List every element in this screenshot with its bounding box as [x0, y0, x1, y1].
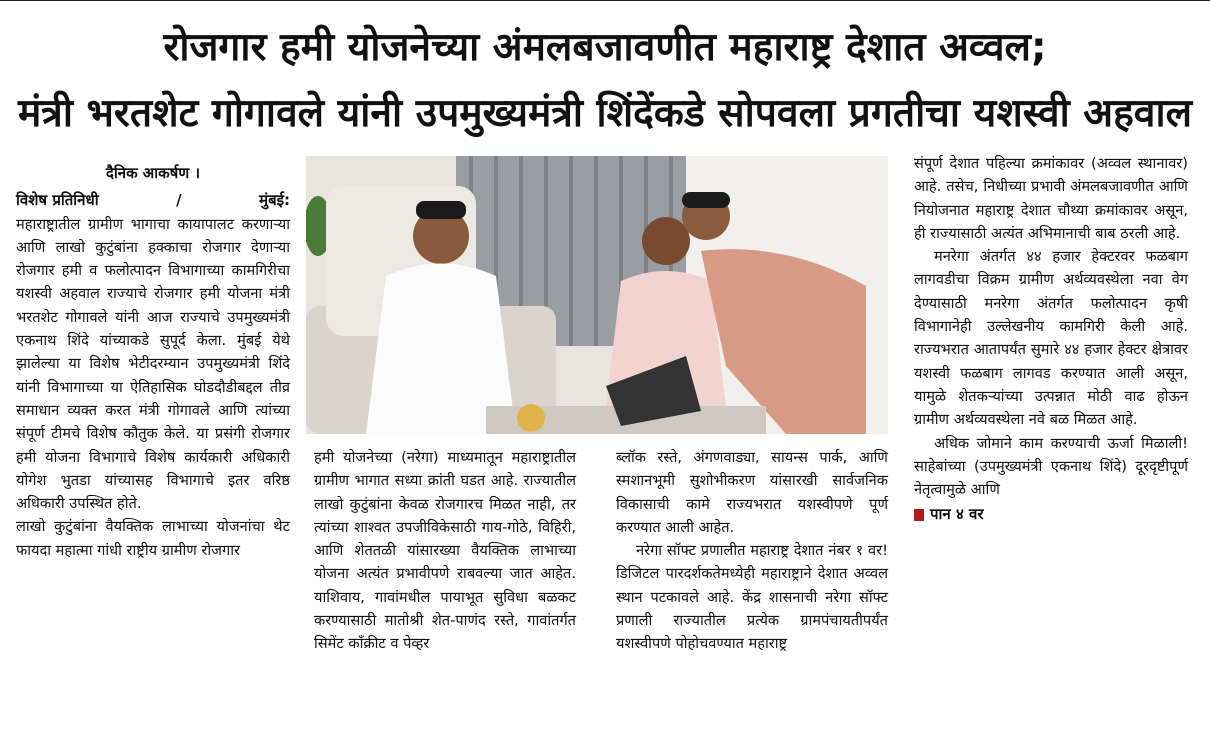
article-column-2: [314, 446, 576, 656]
dateline: दैनिक आकर्षण ।: [105, 164, 201, 182]
photo-illustration: [306, 156, 888, 434]
byline-separator: /: [176, 191, 182, 210]
byline-location: मुंबई:: [259, 191, 290, 210]
paragraph: लाखो कुटुंबांना वैयक्तिक लाभाच्या योजनांचा थेट फायदा महात्मा गांधी राष्ट्रीय ग्रामीण रोजगार: [16, 518, 290, 559]
news-photo: [306, 156, 888, 434]
byline-reporter: विशेष प्रतिनिधी: [16, 191, 99, 210]
article-column-1: [16, 162, 290, 562]
square-marker-icon: [914, 509, 924, 521]
paragraph: संपूर्ण देशात पहिल्या क्रमांकावर (अव्वल स्थानावर) आहे. तसेच, निधीच्या प्रभावी अंमलबजावणीत आणि नियोजनात महाराष्ट्र देशात चौथ्या क्रमांकावर असून, ही राज्यासाठी अत्यंत अभिमानाची बाब ठरली आहे.: [914, 155, 1188, 242]
headline-line-2: मंत्री भरतशेट गोगावले यांनी उपमुख्यमंत्री शिंदेंकडे सोपवला प्रगतीचा यशस्वी अहवाल: [17, 91, 1193, 136]
article-column-4: [914, 152, 1188, 527]
continued-on-page: [914, 503, 1188, 526]
paragraph: नरेगा सॉफ्ट प्रणालीत महाराष्ट्र देशात नंबर १ वर! डिजिटल पारदर्शकतेमध्येही महाराष्ट्राने देशात अव्वल स्थान पटकावले आहे. केंद्र शासनाची नरेगा सॉफ्ट प्रणाली राज्यातील प्रत्येक ग्रामपंचायतीपर्यंत यशस्वीपणे पोहोचवण्यात महाराष्ट्र: [616, 542, 888, 653]
headline-line-1: रोजगार हमी योजनेच्या अंमलबजावणीत महाराष्ट्र देशात अव्वल;: [163, 25, 1047, 70]
paragraph: ब्लॉक रस्ते, अंगणवाड्या, सायन्स पार्क, आणि स्मशानभूमी सुशोभीकरण यांसारखी सार्वजनिक विकासाची कामे राज्यभरात यशस्वीपणे पूर्ण करण्यात आली आहेत.: [616, 449, 888, 536]
paragraph: मनरेगा अंतर्गत ४४ हजार हेक्टरवर फळबाग लागवडीचा विक्रम ग्रामीण अर्थव्यवस्थेला नवा वेग देण्यासाठी मनरेगा अंतर्गत फलोत्पादन कृषी विभागानेही उल्लेखनीय कामगिरी केली आहे. राज्यभरात आतापर्यंत सुमारे ४४ हजार हेक्टर क्षेत्रावर यशस्वी फळबाग लागवड करण्यात आली असून, यामुळे शेतकऱ्यांच्या उत्पन्नात मोठी वाढ होऊन ग्रामीण अर्थव्यवस्थेला नवे बळ मिळत आहे.: [914, 248, 1188, 429]
article-column-3: [616, 446, 888, 656]
paragraph: अधिक जोमाने काम करण्याची ऊर्जा मिळाली! साहेबांच्या (उपमुख्यमंत्री एकनाथ शिंदे) दूरदृष्टीपूर्ण नेतृत्वामुळे आणि: [914, 434, 1188, 499]
continued-label: पान ४ वर: [930, 505, 984, 524]
byline: [16, 189, 290, 212]
paragraph: महाराष्ट्रातील ग्रामीण भागाचा कायापालट करणाऱ्या आणि लाखो कुटुंबांना हक्काचा रोजगार देणाऱ्या रोजगार हमी व फलोत्पादन विभागाच्या कामगिरीचा यशस्वी अहवाल राज्याचे रोजगार हमी योजना मंत्री भरतशेट गोगावले यांनी आज राज्याचे उपमुख्यमंत्री एकनाथ शिंदे यांच्याकडे सुपूर्द केला. मुंबई येथे झालेल्या या विशेष भेटीदरम्यान उपमुख्यमंत्री शिंदे यांनी विभागाच्या या ऐतिहासिक घोडदौडीबद्दल तीव्र समाधान व्यक्त करत मंत्री गोगावले आणि त्यांच्या संपूर्ण टीमचे विशेष कौतुक केले. या प्रसंगी रोजगार हमी योजना विभागाचे विशेष कार्यकारी अधिकारी योगेश भुतडा यांच्यासह विभागाचे इतर वरिष्ठ अधिकारी उपस्थित होते.: [16, 215, 290, 513]
top-rule: [0, 0, 1210, 5]
paragraph: हमी योजनेच्या (नरेगा) माध्यमातून महाराष्ट्रातील ग्रामीण भागात सध्या क्रांती घडत आहे. राज्यातील लाखो कुटुंबांना केवळ रोजगारच मिळत नाही, तर त्यांच्या शाश्वत उपजीविकेसाठी गाय-गोठे, विहिरी, आणि शेततळी यांसारख्या वैयक्तिक लाभाच्या योजना अत्यंत प्रभावीपणे राबवल्या जात आहेत. याशिवाय, गावांमधील पायाभूत सुविधा बळकट करण्यासाठी मातोश्री शेत-पाणंद रस्ते, गावांतर्गत सिमेंट काँक्रीट व पेव्हर: [314, 449, 576, 653]
